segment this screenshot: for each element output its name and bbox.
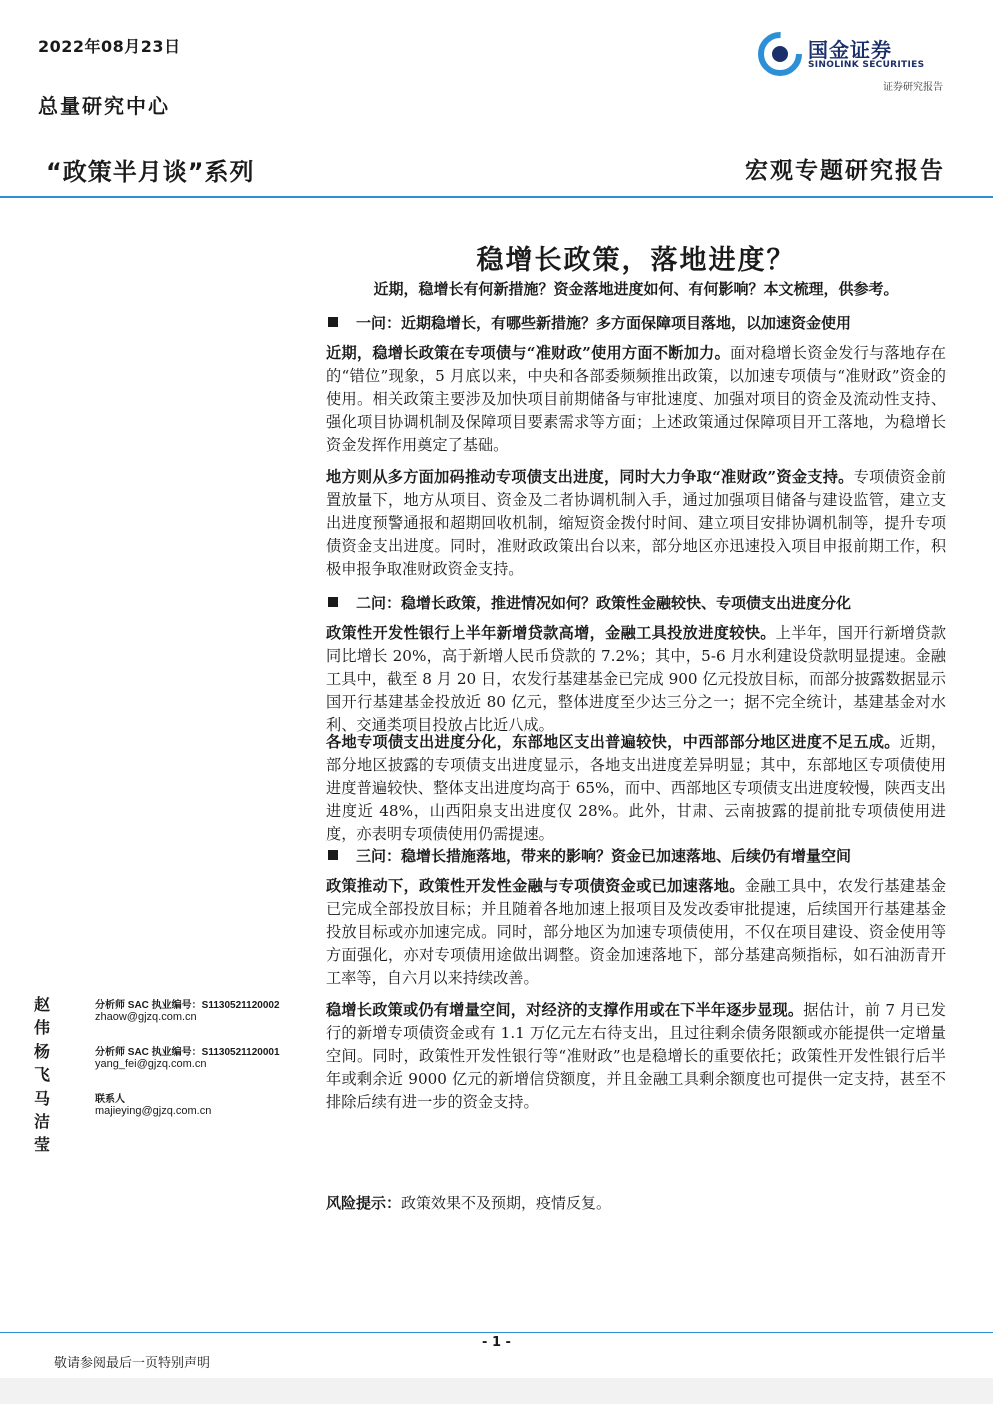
q2-heading-text: 二问：稳增长政策，推进情况如何？政策性金融较快、专项债支出进度分化 xyxy=(356,594,852,612)
q2-p1-body: 上半年，国开行新增贷款同比增长 20%，高于新增人民币贷款的 7.2%；其中，5-6 月水利建设贷款明显提速。金融工具中，截至 8 月 20 日，农发行基建基金已完成 900 亿元投放目标，而部分披露数据显示国开行基建基金投放近 80 亿元，整体进度至少达三分之一；据不完全统计，基建基金对水利、交通类项目投放占比近八成。 xyxy=(326,624,947,734)
author-name: 赵伟 xyxy=(34,995,52,1037)
author-role: 分析师 SAC 执业编号：S1130521120001 xyxy=(95,1047,280,1058)
risk-warning xyxy=(326,1192,611,1213)
q1-heading-text: 一问：近期稳增长，有哪些新措施？多方面保障项目落地，以加速资金使用 xyxy=(356,314,852,332)
footer-note: 敬请参阅最后一页特别声明 xyxy=(54,1356,211,1371)
risk-label: 风险提示： xyxy=(326,1194,402,1212)
sinolink-logo-icon xyxy=(758,32,802,76)
q3-p1-lead: 政策推动下，政策性开发性金融与专项债资金或已加速落地。 xyxy=(326,877,745,895)
report-title: 稳增长政策，落地进度？ xyxy=(476,245,796,276)
author-role: 分析师 SAC 执业编号：S1130521120002 xyxy=(95,1000,280,1011)
footer-divider xyxy=(0,1332,993,1333)
author-role: 联系人 xyxy=(95,1094,125,1105)
q3-p2-lead: 稳增长政策或仍有增量空间，对经济的支撑作用或在下半年逐步显现。 xyxy=(326,1001,804,1019)
report-lead: 近期，稳增长有何新措施？资金落地进度如何、有何影响？本文梳理，供参考。 xyxy=(373,280,899,298)
risk-text: 政策效果不及预期，疫情反复。 xyxy=(401,1194,612,1212)
author-name: 杨飞 xyxy=(34,1042,52,1084)
bullet-square-icon xyxy=(328,597,338,607)
page-number: - 1 - xyxy=(482,1335,511,1350)
q1-p1-lead: 近期，稳增长政策在专项债与“准财政”使用方面不断加力。 xyxy=(326,344,731,362)
author-email[interactable]: zhaow@gjzq.com.cn xyxy=(95,1011,197,1023)
q2-p1-lead: 政策性开发性银行上半年新增贷款高增，金融工具投放进度较快。 xyxy=(326,624,776,642)
q1-paragraph-2 xyxy=(326,466,946,581)
bullet-square-icon xyxy=(328,317,338,327)
bullet-square-icon xyxy=(328,850,338,860)
q1-p2-body: 专项债资金前置放量下，地方从项目、资金及二者协调机制入手，通过加强项目储备与建设监管，建立支出进度预警通报和超期回收机制，缩短资金拨付时间、建立项目安排协调机制等，提升专项债资金支出进度。同时，准财政政策出台以来，部分地区亦迅速投入项目申报前期工作，积极申报争取准财政资金支持。 xyxy=(326,468,946,578)
q3-p1-body: 金融工具中，农发行基建基金已完成全部投放目标；并且随着各地加速上报项目及发改委审批提速，后续国开行基建基金投放目标或亦加速完成。同时，部分地区为加速专项债使用，不仅在项目建设、资金使用等方面强化，亦对专项债用途做出调整。资金加速落地下，部分基建高频指标，如石油沥青开工率等，自六月以来持续改善。 xyxy=(326,877,947,987)
author-name: 马洁莹 xyxy=(34,1089,52,1154)
company-logo xyxy=(758,32,944,76)
q3-heading-text: 三问：稳增长措施落地，带来的影响？资金已加速落地、后续仍有增量空间 xyxy=(356,847,852,865)
logo-subtitle: 证券研究报告 xyxy=(883,82,943,93)
q2-p2-lead: 各地专项债支出进度分化，东部地区支出普遍较快，中西部部分地区进度不足五成。 xyxy=(326,733,900,751)
q3-p2-body: 据估计，前 7 月已发行的新增专项债资金或有 1.1 万亿元左右待支出，且过往剩余债务限额或亦能提供一定增量空间。同时，政策性开发性银行等“准财政”也是稳增长的重要依托；政策性开发性银行后半年或剩余近 9000 亿元的新增信贷额度，并且金融工具剩余额度也可提供一定支持，甚至不排除后续有进一步的资金支持。 xyxy=(326,1001,946,1111)
q2-p2-body: 近期，部分地区披露的专项债支出进度显示，各地支出进度差异明显；其中，东部地区专项债使用进度普遍较快、整体支出进度均高于 65%，而中、西部地区专项债支出进度较慢，陕西支出进度近 48%，山西阳泉支出进度仅 28%。此外，甘肃、云南披露的提前批专项债使用进度，亦表明专项债使用仍需提速。 xyxy=(326,733,947,843)
report-type: 宏观专题研究报告 xyxy=(745,157,945,184)
q2-paragraph-1 xyxy=(326,622,946,737)
report-date: 2022年08月23日 xyxy=(38,37,181,56)
section-heading-q1 xyxy=(326,312,946,333)
series-name: “政策半月谈”系列 xyxy=(46,158,255,186)
q1-paragraph-1 xyxy=(326,342,946,457)
header-divider xyxy=(0,196,993,198)
research-center: 总量研究中心 xyxy=(38,94,170,118)
section-heading-q2 xyxy=(326,592,946,613)
q3-paragraph-1 xyxy=(326,875,946,990)
q2-paragraph-2 xyxy=(326,731,946,846)
footer-strip xyxy=(0,1378,993,1404)
author-email[interactable]: yang_fei@gjzq.com.cn xyxy=(95,1058,207,1070)
q3-paragraph-2 xyxy=(326,999,946,1114)
q1-p1-body: 面对稳增长资金发行与落地存在的“错位”现象，5 月底以来，中央和各部委频频推出政策，以加速专项债与“准财政”资金的使用。相关政策主要涉及加快项目前期储备与审批速度、加强对项目的资金及流动性支持、强化项目协调机制及保障项目要素需求等方面；上述政策通过保障项目开工落地，为稳增长资金发挥作用奠定了基础。 xyxy=(326,344,946,454)
logo-cn-text: 国金证券 xyxy=(808,38,892,62)
logo-en-text: SINOLINK SECURITIES xyxy=(808,60,925,70)
author-email[interactable]: majieying@gjzq.com.cn xyxy=(95,1105,212,1117)
q1-p2-lead: 地方则从多方面加码推动专项债支出进度，同时大力争取“准财政”资金支持。 xyxy=(326,468,854,486)
section-heading-q3 xyxy=(326,845,946,866)
